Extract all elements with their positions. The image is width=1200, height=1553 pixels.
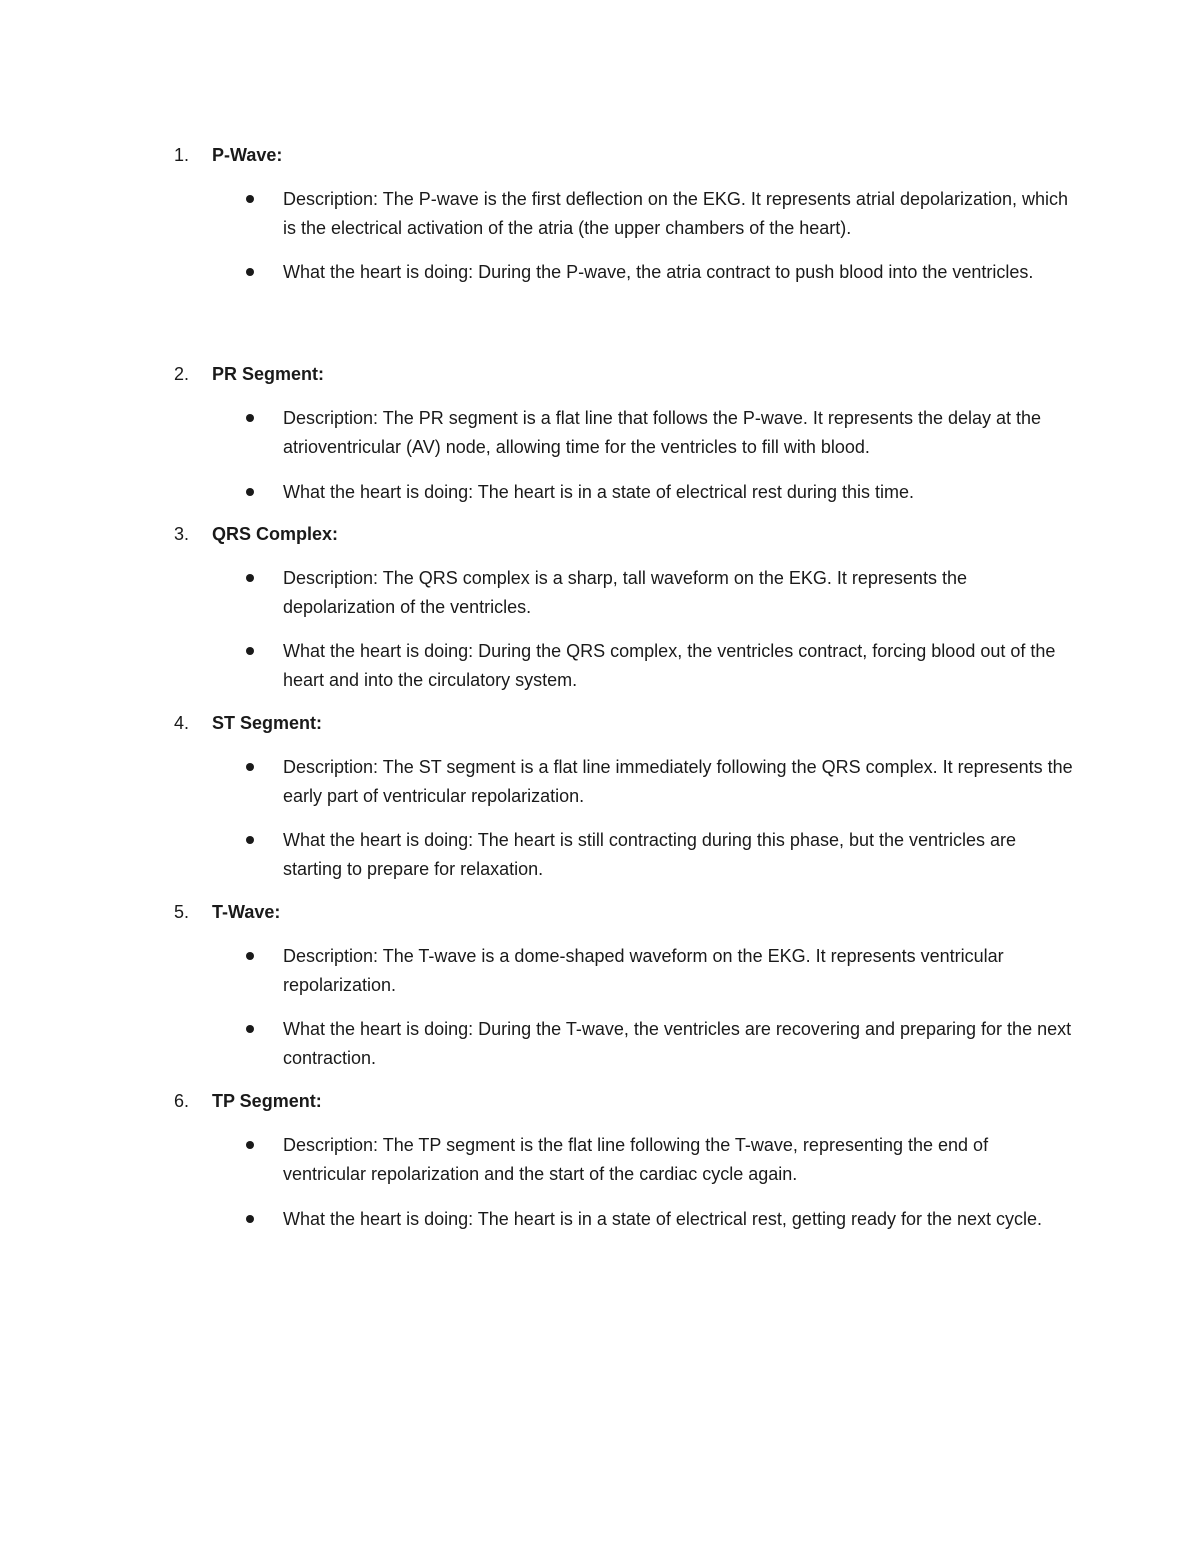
bullet-dot-icon: [246, 414, 254, 422]
bullet-text: What the heart is doing: During the P-wave, the atria contract to push blood into the ventricles.: [283, 262, 1034, 282]
bullet-text: Description: The ST segment is a flat line immediately following the QRS complex. It represents the early part of ventricular repolarization.: [283, 757, 1073, 806]
section-number: 3.: [174, 524, 190, 544]
bullet-text: Description: The QRS complex is a sharp, tall waveform on the EKG. It represents the depolarization of the ventricles.: [283, 568, 967, 617]
bullet-text: Description: The P-wave is the first deflection on the EKG. It represents atrial depolarization, which is the electrical activation of the atria (the upper chambers of the heart).: [283, 189, 1069, 238]
section-number: 1.: [174, 145, 190, 165]
bullet-text: What the heart is doing: The heart is in a state of electrical rest, getting ready for the next cycle.: [283, 1209, 1043, 1229]
section-heading: [0, 520, 1200, 548]
bullet-text: Description: The TP segment is the flat line following the T-wave, representing the end of ventricular repolarization and the start of the cardiac cycle again.: [283, 1135, 989, 1184]
bullet-dot-icon: [246, 1215, 254, 1223]
bullet-dot-icon: [246, 836, 254, 844]
bullet-dot-icon: [246, 195, 254, 203]
bullet-text: Description: The PR segment is a flat line that follows the P-wave. It represents the delay at the atrioventricular (AV) node, allowing time for the ventricles to fill with blood.: [283, 408, 1042, 457]
section-title: TP Segment:: [212, 1091, 322, 1111]
bullet-text: What the heart is doing: During the QRS complex, the ventricles contract, forcing blood out of the heart and into the circulatory system.: [283, 641, 1056, 690]
bullet-text: What the heart is doing: The heart is in a state of electrical rest during this time.: [283, 482, 914, 502]
section-number: 6.: [174, 1091, 190, 1111]
section-number: 5.: [174, 902, 190, 922]
bullet-dot-icon: [246, 268, 254, 276]
bullet-dot-icon: [246, 763, 254, 771]
section-heading: [0, 141, 1200, 169]
bullet-text: What the heart is doing: During the T-wave, the ventricles are recovering and preparing for the next contraction.: [283, 1019, 1072, 1068]
section-title: ST Segment:: [212, 713, 323, 733]
bullet-dot-icon: [246, 488, 254, 496]
bullet-dot-icon: [246, 574, 254, 582]
section-title: QRS Complex:: [212, 524, 339, 544]
bullet-dot-icon: [246, 952, 254, 960]
section-heading: [0, 898, 1200, 926]
section-number: 4.: [174, 713, 190, 733]
section-heading: [0, 360, 1200, 388]
bullet-text: Description: The T-wave is a dome-shaped waveform on the EKG. It represents ventricular repolarization.: [283, 946, 1004, 995]
section-title: PR Segment:: [212, 364, 325, 384]
section-title: T-Wave:: [212, 902, 281, 922]
bullet-text: What the heart is doing: The heart is still contracting during this phase, but the ventricles are starting to prepare for relaxation.: [283, 830, 1017, 879]
section-heading: [0, 709, 1200, 737]
bullet-dot-icon: [246, 1141, 254, 1149]
section-number: 2.: [174, 364, 190, 384]
section-title: P-Wave:: [212, 145, 283, 165]
bullet-dot-icon: [246, 647, 254, 655]
section-heading: [0, 1087, 1200, 1115]
bullet-dot-icon: [246, 1025, 254, 1033]
